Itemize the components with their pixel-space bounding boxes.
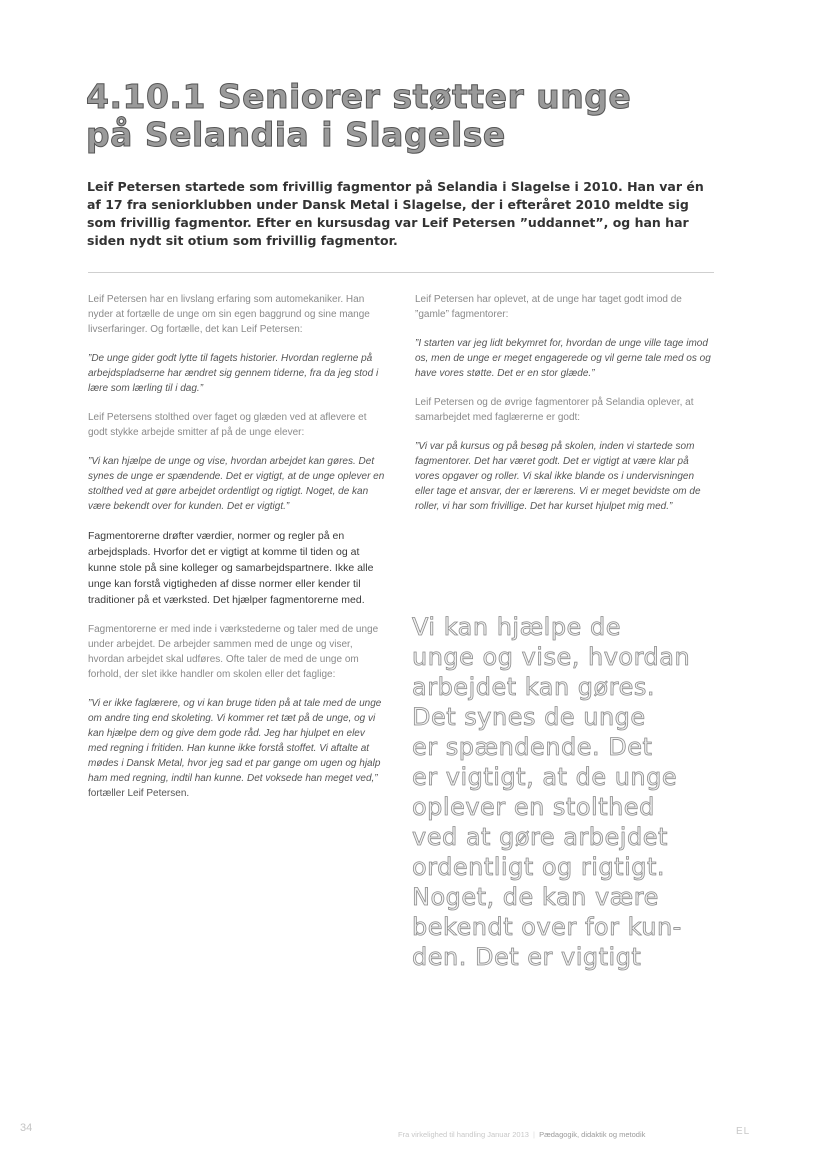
pull-quote-line: ordentligt og rigtigt. — [412, 853, 666, 881]
pull-quote-line: arbejdet kan gøres. — [412, 673, 655, 701]
pull-quote-line: bekendt over for kun- — [412, 913, 682, 941]
quote-paragraph: ”I starten var jeg lidt bekymret for, hvordan de unge ville tage imod os, men de unge er meget engagerede og vil gerne tale med os og have vores støtte. Det er en stor glæde.” — [415, 338, 711, 379]
pull-quote-line: er vigtigt, at de unge — [412, 763, 678, 791]
body-paragraph: Leif Petersen har oplevet, at de unge har taget godt imod de ”gamle” fagmentorer: — [415, 294, 682, 320]
quote-text: ”Vi er ikke faglærere, og vi kan bruge tiden på at tale med de unge om andre ting end skoleting. Vi kommer ret tæt på de unge, og vi kan hjælpe dem og give dem gode råd. Jeg har hjulpet en elev med regning i fritiden. Han kunne ikke forstå stoffet. Vi aftalte at mødes i Dansk Metal, hvor jeg sad et par gange om ugen og hjalp ham med regning, indtil han kunne. Det voksede han meget ved,” — [88, 698, 382, 784]
pull-quote — [412, 612, 712, 972]
pull-quote-line: Noget, de kan være — [412, 883, 659, 911]
page-number: 34 — [20, 1122, 33, 1134]
footer-logo: EL — [736, 1126, 751, 1137]
quote-attribution: fortæller Leif Petersen. — [88, 788, 190, 799]
title-line-2: på Selandia i Slagelse — [86, 115, 506, 154]
pull-quote-line: Vi kan hjælpe de — [412, 613, 621, 641]
pull-quote-line: oplever en stolthed — [412, 793, 655, 821]
quote-paragraph: ”Vi kan hjælpe de unge og vise, hvordan arbejdet kan gøres. Det synes de unge er spændende. Det er vigtigt, at de unge oplever en stolthed ved at gøre arbejdet ordentligt og rigtigt. Noget, de kan være bekendt over for kunden. Det er vigtigt.” — [88, 456, 385, 512]
pull-quote-line: er spændende. Det — [412, 733, 653, 761]
pull-quote-line: ved at gøre arbejdet — [412, 823, 668, 851]
body-paragraph: Leif Petersen og de øvrige fagmentorer på Selandia oplever, at samarbejdet med faglærerne er godt: — [415, 397, 694, 423]
footer-publication: Fra virkelighed til handling Januar 2013 — [398, 1130, 529, 1139]
quote-paragraph — [88, 696, 386, 801]
title-line-1: 4.10.1 Seniorer støtter unge — [86, 77, 632, 116]
body-paragraph: Fagmentorerne drøfter værdier, normer og regler på en arbejdsplads. Hvorfor det er vigtigt at komme til tiden og at kunne stole på sine kolleger og samarbejdspartnere. Ikke alle unge kan forstå vigtigheden af disse normer eller kender til traditioner på et værksted. Det hjælper fagmentorerne med. — [88, 530, 374, 606]
body-paragraph: Leif Petersen har en livslang erfaring som automekaniker. Han nyder at fortælle de unge om sin egen baggrund og sine mange livserfaringer. Og fortælle, det kan Leif Petersen: — [88, 294, 370, 335]
intro-paragraph: Leif Petersen startede som frivillig fagmentor på Selandia i Slagelse i 2010. Han var én af 17 fra seniorklubben under Dansk Metal i Slagelse, der i efteråret 2010 meldte sig som frivillig fagmentor. Efter en kursusdag var Leif Petersen ”uddannet”, og han har siden nydt sit otium som frivillig fagmentor. — [87, 179, 704, 248]
quote-paragraph: ”De unge gider godt lytte til fagets historier. Hvordan reglerne på arbejdspladserne har ændret sig gennem tiderne, fra da jeg stod i lære som lærling til i dag.” — [88, 353, 379, 394]
pull-quote-line: den. Det er vigtigt — [412, 943, 642, 971]
footer-running-title: Fra virkelighed til handling Januar 2013 | Pædagogik, didaktik og metodik — [398, 1130, 646, 1139]
left-column — [88, 292, 386, 815]
footer-section: Pædagogik, didaktik og metodik — [539, 1130, 646, 1139]
divider — [88, 272, 714, 273]
right-column — [415, 292, 713, 528]
body-paragraph: Fagmentorerne er med inde i værkstederne og taler med de unge under arbejdet. De arbejder sammen med de unge og viser, hvordan arbejdet skal udføres. Ofte taler de med de unge om forhold, der slet ikke handler om skolen eller det faglige: — [88, 624, 379, 680]
quote-paragraph: ”Vi var på kursus og på besøg på skolen, inden vi startede som fagmentorer. Det har været godt. Det er vigtigt at være klar på vores opgaver og roller. Vi skal ikke blande os i undervisningen eller tage et ansvar, der er lærerens. Vi er meget bevidste om de roller, vi har som frivillige. Det har kurset hjulpet mig med.” — [415, 441, 701, 512]
page-title — [86, 78, 736, 154]
body-paragraph: Leif Petersens stolthed over faget og glæden ved at aflevere et godt stykke arbejde smitter af på de unge elever: — [88, 412, 367, 438]
pull-quote-line: Det synes de unge — [412, 703, 646, 731]
pull-quote-line: unge og vise, hvordan — [412, 643, 691, 671]
